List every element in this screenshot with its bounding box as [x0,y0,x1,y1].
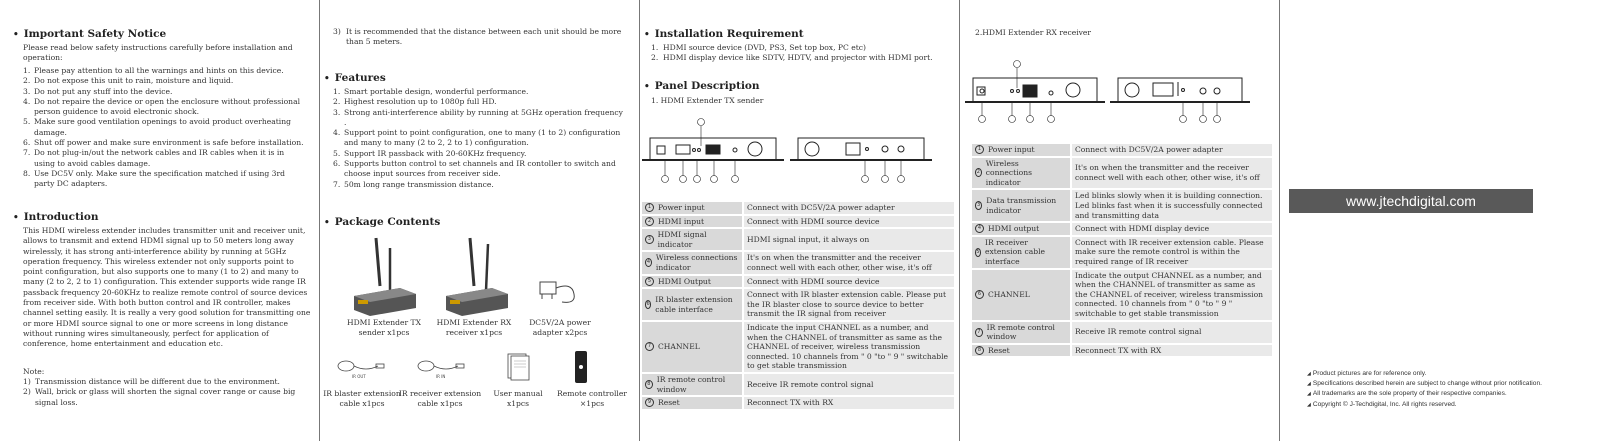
note-item-number: 2) [23,387,31,397]
safety-list [23,66,307,190]
column-4 [960,0,1279,441]
note-label: Note: [23,367,45,376]
safety-item [23,87,307,97]
feature-item [333,87,626,97]
spec-row [972,222,1272,236]
package-caption: IR receiver extension cable x1pcs [398,389,482,408]
package-caption: User manual x1pcs [493,389,543,408]
spec-label-cell [972,321,1071,344]
features-heading [324,72,386,84]
spec-label: IR remote control window [656,374,726,394]
spec-label-cell [642,275,743,289]
tx-panel-diagram [640,116,959,186]
bullet-icon: • [324,74,330,84]
spec-row [642,275,954,289]
number-circle-icon: 5 [645,277,654,286]
installation-heading [644,28,804,40]
spec-label: IR receiver extension cable interface [985,237,1046,266]
note-list [23,377,307,408]
install-item-number: 2. [651,53,659,63]
introduction-heading [13,211,99,223]
tx-subtitle: 1. HDMI Extender TX sender [651,96,764,105]
bullet-icon: • [644,82,650,92]
spec-label-cell [642,396,743,410]
column-1 [0,0,319,441]
column-2 [320,0,639,441]
safety-item-number: 5. [23,117,31,127]
spec-label-cell [642,215,743,229]
spec-label: Reset [988,345,1010,355]
safety-item [23,148,307,169]
footer-note-text: Product pictures are for reference only. [1312,370,1427,377]
package-caption: Remote controller ×1pcs [557,389,627,408]
features-list [333,87,626,190]
spec-label-cell [642,228,743,251]
spec-description: Receive IR remote control signal [743,373,954,396]
tx-panel-table [642,202,954,411]
spec-row [642,228,954,251]
spec-label: Data transmission indicator [986,196,1057,215]
spec-label: HDMI input [658,216,705,226]
number-circle-icon: 1 [645,203,654,212]
spec-row [972,157,1272,190]
introduction-text: This HDMI wireless extender includes transmitter unit and receiver unit, allows to transmit and extend HDMI signal up to 50 meters long away wirelessly, it has strong anti-interference ability by running at 5GHz operation frequency. This wireless extender not only supports point to point configuration, but also supports one to many (1 to 2) and many to many (2 to 2, 2 to 1) configuration. This extender supports wide range IR passback frequency 20-60KHz to realize remote control of source devices from receiver side. With both button control and IR controller, makes channel setting easily. It is really a very good solution for transmitting one or more HDMI source signal to one or more screens in long distance without running wires simultaneously, perfect for application of conference, home entertainment and education etc. [23,226,311,349]
number-circle-icon: 7 [975,328,983,337]
spec-label-cell [972,189,1071,222]
arrow-icon: ◢ [1307,371,1311,377]
spec-description: Connect with IR receiver extension cable. Please make sure the remote control is within the required range of IR receiver [1071,236,1272,269]
spec-description: Connect with IR blaster extension cable. Please put the IR blaster close to source device to better transmit the IR signal from receiver [743,288,954,321]
safety-intro: Please read below safety instructions carefully before installation and operation: [23,43,293,63]
footer-note-text: Specifications described herein are subject to change without prior notification. [1312,380,1542,388]
safety-item-number: 4. [23,96,31,106]
note-text: It is recommended that the distance between each unit should be more than 5 meters. [346,27,622,47]
spec-description: It's on when the transmitter and the receiver connect well with each other, other wise, it's off [1071,157,1272,190]
number-circle-icon: 5 [976,248,980,255]
spec-description: Indicate the output CHANNEL as a number, and when the CHANNEL of transmitter as same as the CHANNEL of receiver, wireless transmission connected. 10 channels from " 0 "to " 9 " switchable to get stable transmission [1071,269,1272,321]
safety-item-text: Do not put any stuff into the device. [34,86,173,96]
rx-subtitle: 2.HDMI Extender RX receiver [975,28,1092,37]
spec-row [642,251,954,274]
column-divider [1279,0,1280,441]
spec-row [642,288,954,321]
footer-note [1307,379,1542,389]
remote-controller-image [574,350,588,384]
spec-row [972,344,1272,358]
footer-note [1307,400,1542,410]
feature-item-text: Support point to point configuration, one to many (1 to 2) configuration and many to many (2 to 2, 2 to 1) configuration. [344,128,621,148]
spec-label-cell [972,222,1071,236]
safety-item [23,138,307,148]
footer-note-text: All trademarks are the sole property of their respective companies. [1312,390,1507,398]
spec-description: Connect with HDMI source device [743,275,954,289]
spec-row [972,321,1272,344]
spec-label-cell [972,269,1071,321]
safety-item-text: Use DC5V only. Make sure the specification matched if using 3rd party DC adapters. [34,168,286,189]
spec-label: HDMI signal indicator [657,230,707,249]
safety-item-text: Make sure good ventilation openings to avoid product overheating damage. [34,117,291,137]
spec-label-cell [642,373,743,396]
panel-title: Panel Description [654,80,760,92]
number-circle-icon: 6 [975,290,984,299]
package-caption: HDMI Extender RX receiver x1pcs [436,318,512,337]
number-circle-icon: 8 [975,346,984,355]
feature-item [333,128,626,149]
safety-item [23,117,307,138]
spec-row [642,373,954,396]
spec-label: IR remote control window [986,322,1055,342]
number-circle-icon: 6 [646,301,650,308]
feature-item-number: 1. [333,87,341,96]
safety-item-text: Please pay attention to all the warnings and hints on this device. [34,66,284,75]
footer-note-text: Copyright © J-Techdigital, Inc. All rights reserved. [1312,400,1457,408]
spec-label-cell [642,288,743,321]
spec-label-cell [642,251,743,274]
note-item-text: Transmission distance will be different due to the environment. [35,377,280,386]
spec-label: HDMI output [988,224,1040,234]
number-circle-icon: 7 [645,342,654,351]
arrow-icon: ◢ [1307,401,1311,408]
safety-item-number: 7. [23,148,31,158]
website-banner[interactable]: www.jtechdigital.com [1289,189,1533,213]
power-adapter-image [532,272,582,308]
spec-description: Indicate the input CHANNEL as a number, and when the CHANNEL of transmitter as same as the CHANNEL of receiver, wireless transmission connected. 10 channels from " 0 "to " 9 " switchable to get stable transmission [743,321,954,373]
spec-label: Power input [658,203,705,212]
package-caption: HDMI Extender TX sender x1pcs [346,318,422,337]
spec-description: Led blinks slowly when it is building connection. Led blinks fast when it is successfully connected and transmitting data [1071,189,1272,222]
safety-item [23,169,307,190]
safety-title: Important Safety Notice [23,28,167,40]
feature-item-text: Supports button control to set channels and IR contoller to switch and choose input sources from receiver side. [344,159,616,179]
spec-label: CHANNEL [988,289,1030,299]
spec-description: Reconnect TX with RX [743,396,954,410]
spec-description: Receive IR remote control signal [1071,321,1272,344]
note-item [23,377,307,387]
number-circle-icon: 4 [975,224,984,233]
spec-description: Connect with HDMI source device [743,215,954,229]
feature-item-number: 5. [333,148,341,158]
footer-note [1307,369,1542,379]
feature-item [333,97,626,107]
spec-row [642,396,954,410]
spec-row [642,202,954,215]
install-item-text: HDMI display device like SDTV, HDTV, and projector with HDMI port. [663,53,933,63]
feature-item-number: 2. [333,97,341,107]
feature-item [333,149,626,159]
feature-item-number: 7. [333,179,341,189]
safety-item-number: 6. [23,138,31,148]
tx-sender-image [350,236,420,316]
note-number: 3) [333,27,341,36]
rx-panel-table [972,144,1272,358]
bullet-icon: • [13,213,19,223]
feature-item-text: Strong anti-interference ability by running at 5GHz operation frequency . [344,107,623,127]
number-circle-icon: 8 [645,380,653,389]
number-circle-icon: 9 [645,398,654,407]
spec-description: Connect with DC5V/2A power adapter [743,202,954,215]
spec-description: Reconnect TX with RX [1071,344,1272,358]
number-circle-icon: 2 [645,217,654,226]
spec-row [642,321,954,373]
spec-label: Reset [658,398,680,408]
spec-label-cell [972,144,1071,157]
footer-note [1307,389,1542,399]
spec-label-cell [972,344,1071,358]
spec-row [972,236,1272,269]
safety-item-text: Do not plug-in/out the network cables and IR cables when it is in using to avoid cables damage. [34,148,285,168]
safety-item [23,97,307,118]
feature-item-text: Support IR passback with 20-60KHz frequency. [344,148,527,158]
rx-panel-diagram [960,58,1279,124]
arrow-icon: ◢ [1307,381,1311,388]
feature-item-text: Highest resolution up to 1080p full HD. [344,97,497,107]
feature-item-text: 50m long range transmission distance. [344,179,494,189]
note-item-3 [333,27,625,48]
package-heading [324,216,440,228]
feature-item [333,180,626,190]
bullet-icon: • [13,30,19,40]
features-title: Features [334,72,386,84]
spec-label-cell [642,321,743,373]
spec-row [642,215,954,229]
safety-item-text: Shut off power and make sure environment is safe before installation. [34,138,304,148]
rx-receiver-image [442,236,512,316]
spec-label: Power input [988,145,1035,154]
feature-item-number: 4. [333,128,341,138]
panel-heading [644,80,760,92]
user-manual-image [506,352,532,382]
number-circle-icon: 1 [975,145,984,154]
spec-description: Connect with HDMI display device [1071,222,1272,236]
spec-label: HDMI Output [658,276,711,286]
safety-item-text: Do not repaire the device or open the enclosure without professional person guidence to avoid electronic shock. [34,96,301,117]
introduction-title: Introduction [23,211,99,223]
ir-blaster-cable-image [336,358,388,380]
ir-out-label: IR OUT [352,374,366,379]
installation-title: Installation Requirement [654,28,804,40]
number-circle-icon: 3 [975,201,982,210]
bullet-icon: • [644,30,650,40]
number-circle-icon: 3 [645,235,654,244]
feature-item [333,108,626,129]
spec-label-cell [642,202,743,215]
safety-item-number: 2. [23,76,31,86]
feature-item-number: 3. [333,107,341,117]
installation-list [651,43,951,64]
safety-item-number: 8. [23,168,31,178]
safety-item-number: 3. [23,86,31,96]
spec-label: IR blaster extension cable interface [655,294,733,314]
safety-item-text: Do not expose this unit to rain, moisture and liquid. [34,76,234,86]
column-3 [640,0,959,441]
number-circle-icon: 2 [976,169,980,176]
safety-item [23,66,307,76]
package-caption: IR blaster extension cable x1pcs [323,389,401,408]
spec-label-cell [972,157,1071,190]
spec-label-cell [972,236,1071,269]
spec-row [972,189,1272,222]
feature-item [333,159,626,180]
install-item-text: HDMI source device (DVD, PS3, Set top box, PC etc) [663,43,866,52]
ir-in-label: IR IN [436,374,446,379]
footer-notes [1307,369,1542,410]
package-caption: DC5V/2A power adapter x2pcs [529,318,591,337]
spec-label: Wireless connections indicator [655,253,738,272]
spec-row [972,269,1272,321]
note-item-number: 1) [23,377,31,386]
safety-item [23,76,307,86]
note-item-text: Wall, brick or glass will shorten the signal cover range or cause big signal loss. [35,387,296,407]
install-item [651,43,951,53]
spec-description: It's on when the transmitter and the receiver connect well with each other, other wise, it's off [743,251,954,274]
safety-item-number: 1. [23,66,31,75]
install-item-number: 1. [651,43,659,52]
number-circle-icon: 4 [646,259,651,266]
spec-description: HDMI signal input, it always on [743,228,954,251]
spec-description: Connect with DC5V/2A power adapter [1071,144,1272,157]
ir-receiver-cable-image [416,358,468,380]
feature-item-text: Smart portable design, wonderful performance. [344,87,529,96]
arrow-icon: ◢ [1307,391,1311,398]
spec-label: Wireless connections indicator [985,158,1032,187]
spec-label: CHANNEL [658,342,700,352]
safety-heading [13,28,166,40]
install-item [651,53,951,63]
bullet-icon: • [324,218,330,228]
package-title: Package Contents [334,216,441,228]
spec-row [972,144,1272,157]
feature-item-number: 6. [333,159,341,169]
note-item [23,387,307,408]
